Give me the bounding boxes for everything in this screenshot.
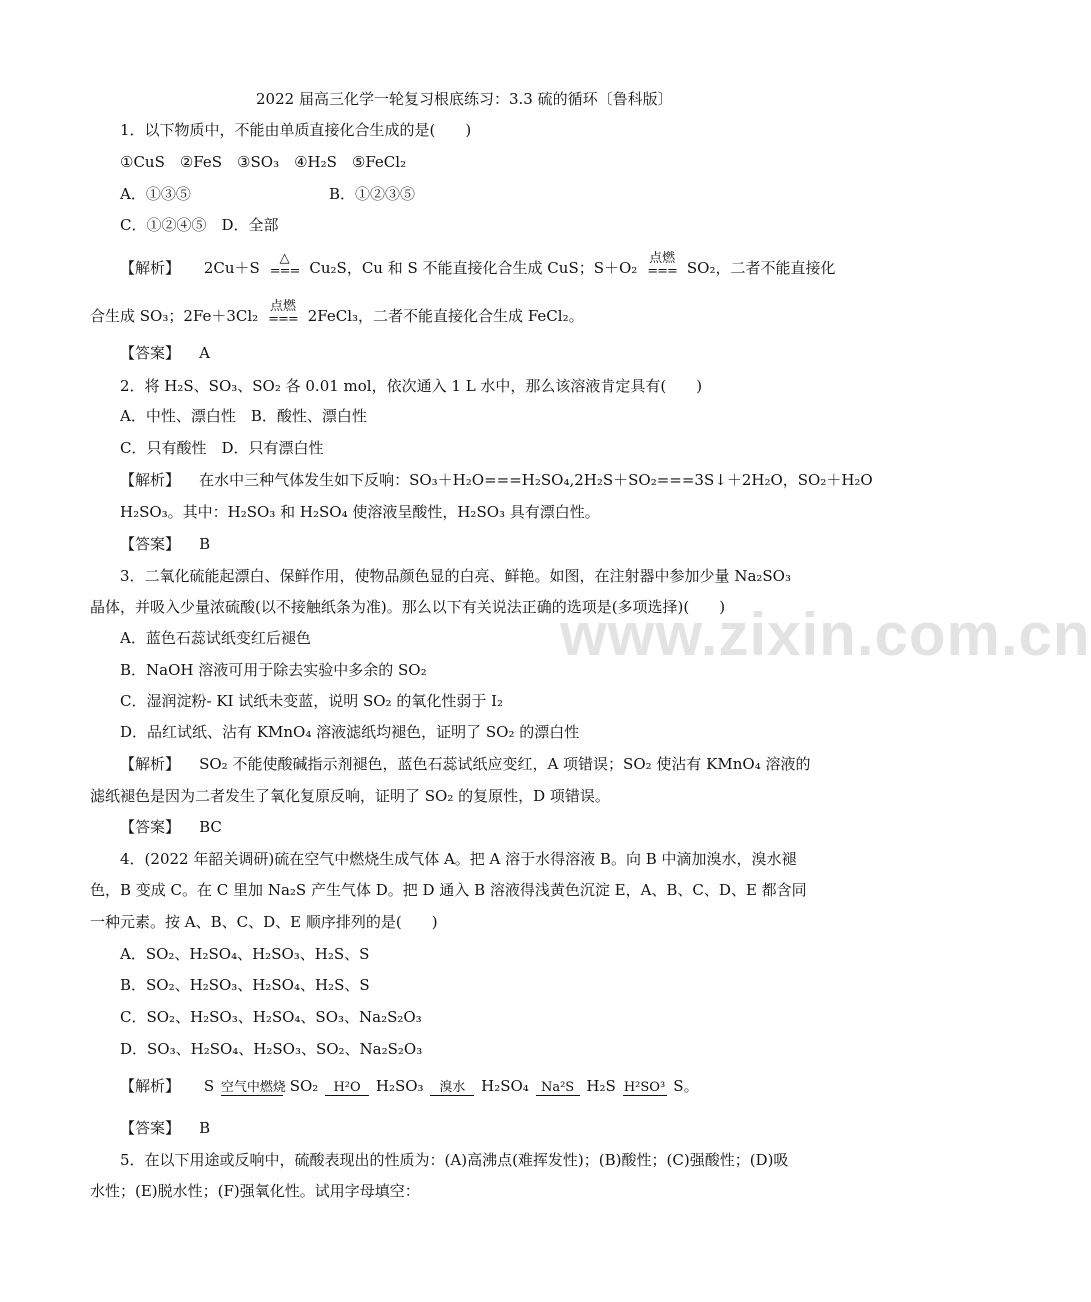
chain-species: H₂SO₄: [481, 1077, 529, 1095]
q1-stem: 1．以下物质中，不能由单质直接化合生成的是( ): [120, 121, 472, 139]
analysis-label: 【解析】: [120, 471, 181, 489]
q3-analysis-line1: [120, 754, 810, 774]
q4-stem-line1: 4．(2022 年韶关调研)硫在空气中燃烧生成气体 A。把 A 溶于水得溶液 B。向 B 中滴加溴水，溴水褪: [120, 850, 797, 868]
q1-option-b: B．①②③⑤: [329, 185, 416, 203]
q1-option-cd: C．①②④⑤ D．全部: [120, 216, 279, 234]
page-title: 2022 届高三化学一轮复习根底练习：3.3 硫的循环〔鲁科版〕: [256, 90, 673, 108]
q1-analysis-line2: [90, 300, 584, 326]
answer-label: 【答案】: [120, 344, 181, 362]
q3-option-c: C．湿润淀粉- KI 试纸未变蓝，说明 SO₂ 的氧化性弱于 I₂: [120, 692, 504, 710]
q3-option-d: D．品红试纸、沾有 KMnO₄ 溶液滤纸均褪色，证明了 SO₂ 的漂白性: [120, 723, 580, 741]
q1-option-a: A．①③⑤: [120, 185, 191, 203]
chain-species: SO₂: [289, 1077, 319, 1095]
reaction-arrow: H²SO³: [623, 1080, 666, 1095]
analysis-text: 2FeCl₃，二者不能直接化合生成 FeCl₂。: [307, 307, 584, 325]
q4-option-c: C．SO₂、H₂SO₃、H₂SO₄、SO₃、Na₂S₂O₃: [120, 1008, 422, 1026]
q3-stem-line2: 晶体，并吸入少量浓硫酸(以不接触纸条为准)。那么以下有关说法正确的选项是(多项选择)( ): [90, 598, 726, 616]
watermark: www.zixin.com.cn: [560, 601, 1091, 668]
q5-stem-line2: 水性；(E)脱水性；(F)强氧化性。试用字母填空：: [90, 1182, 420, 1200]
q4-option-a: A．SO₂、H₂SO₄、H₂SO₃、H₂S、S: [120, 945, 370, 963]
q2-analysis-line2: H₂SO₃。其中：H₂SO₃ 和 H₂SO₄ 使溶液呈酸性，H₂SO₃ 具有漂白性。: [120, 503, 600, 521]
q2-option-cd: C．只有酸性 D．只有漂白性: [120, 439, 324, 457]
q2-stem: 2．将 H₂S、SO₃、SO₂ 各 0.01 mol，依次通入 1 L 水中，那么该溶液肯定具有( ): [120, 377, 703, 395]
answer-value: B: [199, 1119, 211, 1137]
chain-species: S。: [673, 1077, 699, 1095]
q1-answer: [120, 343, 210, 363]
q4-stem-line2: 色，B 变成 C。在 C 里加 Na₂S 产生气体 D。把 D 通入 B 溶液得浅黄色沉淀 E，A、B、C、D、E 都含同: [90, 881, 807, 899]
q4-option-d: D．SO₃、H₂SO₄、H₂SO₃、SO₂、Na₂S₂O₃: [120, 1040, 423, 1058]
analysis-text: SO₂ 不能使酸碱指示剂褪色，蓝色石蕊试纸应变红，A 项错误；SO₂ 使沾有 KMnO₄ 溶液的: [199, 755, 811, 773]
q2-option-ab: A．中性、漂白性 B．酸性、漂白性: [120, 407, 367, 425]
q3-analysis-line2: 滤纸褪色是因为二者发生了氧化复原反响，证明了 SO₂ 的复原性，D 项错误。: [90, 787, 610, 805]
q3-stem-line1: 3．二氧化硫能起漂白、保鲜作用，使物品颜色显的白亮、鲜艳。如图，在注射器中参加少量 Na₂SO₃: [120, 567, 791, 585]
q4-answer: [120, 1118, 210, 1138]
heat-condition-arrow: △ ===: [269, 251, 300, 279]
q2-analysis-line1: [120, 470, 873, 490]
analysis-text: Cu₂S，Cu 和 S 不能直接化合生成 CuS；S＋O₂: [309, 259, 638, 277]
q4-analysis-chain: [120, 1076, 699, 1096]
analysis-text: 合生成 SO₃；2Fe＋3Cl₂: [90, 307, 259, 325]
answer-value: A: [199, 344, 210, 362]
q4-option-b: B．SO₂、H₂SO₃、H₂SO₄、H₂S、S: [120, 976, 370, 994]
reaction-arrow: Na²S: [536, 1081, 580, 1096]
analysis-text: SO₂，二者不能直接化: [686, 259, 836, 277]
ignite-condition-arrow: 点燃 ===: [268, 299, 298, 327]
analysis-label: 【解析】: [120, 1077, 181, 1095]
analysis-label: 【解析】: [120, 755, 181, 773]
answer-label: 【答案】: [120, 535, 181, 553]
reaction-arrow: 空气中燃烧: [220, 1080, 286, 1095]
reaction-arrow: H²O: [325, 1081, 369, 1096]
answer-label: 【答案】: [120, 818, 181, 836]
q5-stem-line1: 5．在以下用途或反响中，硫酸表现出的性质为：(A)高沸点(难挥发性)；(B)酸性；(C)强酸性；(D)吸: [120, 1151, 789, 1169]
q2-answer: [120, 534, 210, 554]
analysis-text: 2Cu＋S: [203, 259, 260, 277]
q3-option-a: A．蓝色石蕊试纸变红后褪色: [120, 629, 311, 647]
analysis-label: 【解析】: [120, 259, 181, 277]
answer-label: 【答案】: [120, 1119, 181, 1137]
answer-value: B: [199, 535, 211, 553]
q3-option-b: B．NaOH 溶液可用于除去实验中多余的 SO₂: [120, 661, 427, 679]
q3-answer: [120, 817, 222, 837]
analysis-text: 在水中三种气体发生如下反响：SO₃＋H₂O===H₂SO₄,2H₂S＋SO₂===3S↓＋2H₂O，SO₂＋H₂O: [199, 471, 873, 489]
q1-options-list: ①CuS ②FeS ③SO₃ ④H₂S ⑤FeCl₂: [120, 153, 407, 171]
reaction-arrow: 溴水: [430, 1081, 474, 1096]
chain-species: H₂S: [586, 1077, 616, 1095]
ignite-condition-arrow: 点燃 ===: [647, 251, 677, 279]
answer-value: BC: [199, 818, 222, 836]
q4-stem-line3: 一种元素。按 A、B、C、D、E 顺序排列的是( ): [90, 913, 438, 931]
chain-species: H₂SO₃: [375, 1077, 424, 1095]
q1-analysis-line1: [120, 252, 835, 278]
chain-species: S: [203, 1077, 215, 1095]
